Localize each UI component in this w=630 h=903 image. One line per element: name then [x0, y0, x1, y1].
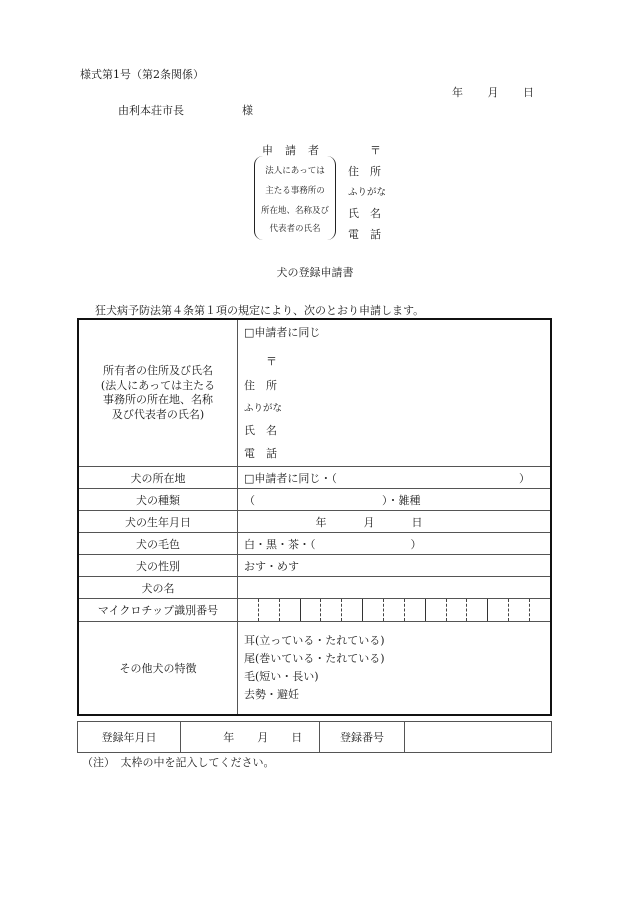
reg-day-label: 日 [291, 731, 303, 744]
microchip-label: マイクロチップ識別番号 [78, 599, 238, 622]
owner-phone-label: 電 話 [244, 447, 277, 460]
color-label: 犬の毛色 [78, 533, 238, 555]
corporate-note-line: 代表者の氏名 [269, 224, 321, 234]
corporate-note-line: 所在地、名称及び [260, 206, 329, 216]
sex-label: 犬の性別 [78, 555, 238, 577]
features-cell[interactable] [238, 622, 552, 716]
owner-furigana-label: ふりがな [244, 403, 283, 414]
color-cell[interactable] [238, 533, 552, 555]
corporate-note-bracket [254, 156, 336, 240]
registration-form-table [77, 318, 552, 716]
corporate-note-line: 主たる事務所の [265, 186, 325, 196]
microchip-cell[interactable] [238, 599, 552, 622]
breed-mixed-option[interactable]: ）・雑種 [382, 493, 421, 507]
birthdate-label: 犬の生年月日 [78, 511, 238, 533]
applicant-phone-label: 電 話 [348, 228, 381, 241]
applicant-address-label: 住 所 [348, 165, 381, 178]
addressee-name: 由利本荘市長 [118, 104, 184, 117]
registration-number-cell[interactable] [405, 722, 552, 753]
owner-postal-mark: 〒 [266, 355, 277, 368]
applicant-postal-mark: 〒 [370, 144, 381, 157]
date-month-label: 月 [487, 86, 499, 99]
registration-date-cell[interactable] [181, 722, 320, 753]
birth-month-label: 月 [363, 515, 375, 529]
feature-tail[interactable]: 尾(巻いている・たれている) [244, 652, 385, 665]
birth-day-label: 日 [411, 515, 423, 529]
owner-label-line: 及び代表者の氏名) [111, 407, 205, 421]
dog-name-cell[interactable] [238, 577, 552, 599]
location-label: 犬の所在地 [78, 467, 238, 489]
registration-number-label: 登録番号 [320, 722, 405, 753]
breed-label: 犬の種類 [78, 489, 238, 511]
note: （注） 太枠の中を記入してください。 [82, 756, 275, 769]
statement: 狂犬病予防法第４条第１項の規定により、次のとおり申請します。 [95, 304, 425, 317]
color-options[interactable]: 白・黒・茶・（ [244, 537, 316, 551]
reg-year-label: 年 [223, 731, 235, 744]
sex-options[interactable]: おす・めす [238, 555, 552, 577]
addressee-suffix: 様 [242, 104, 253, 117]
location-option[interactable]: □申請者に同じ・（ [244, 471, 337, 485]
feature-ears[interactable]: 耳(立っている・たれている) [244, 634, 385, 647]
reg-month-label: 月 [257, 731, 269, 744]
applicant-name-label: 氏 名 [348, 207, 381, 220]
location-cell[interactable] [238, 467, 552, 489]
breed-open-paren: （ [244, 493, 255, 507]
document-title: 犬の登録申請書 [276, 266, 354, 279]
breed-cell[interactable] [238, 489, 552, 511]
feature-coat[interactable]: 毛(短い・長い) [244, 670, 319, 683]
owner-label [78, 319, 238, 467]
color-close-paren: ） [410, 537, 422, 551]
features-label: その他犬の特徴 [78, 622, 238, 716]
date-year-label: 年 [452, 86, 463, 99]
dog-name-label: 犬の名 [78, 577, 238, 599]
applicant-heading: 申請者 [262, 144, 331, 157]
owner-address-label: 住 所 [244, 379, 277, 392]
microchip-digit-grid [238, 599, 550, 621]
location-close-paren: ） [519, 471, 530, 485]
date-day-label: 日 [523, 86, 534, 99]
registration-date-label: 登録年月日 [78, 722, 181, 753]
birthdate-cell[interactable] [238, 511, 552, 533]
feature-neuter[interactable]: 去勢・避妊 [244, 688, 299, 701]
owner-name-label: 氏 名 [244, 424, 277, 437]
corporate-note-line: 法人にあっては [265, 166, 325, 176]
owner-label-line: (法人にあっては主たる [100, 378, 216, 392]
registration-record-table [77, 721, 552, 753]
owner-entry-cell[interactable] [238, 319, 552, 467]
owner-same-checkbox[interactable]: □申請者に同じ [244, 326, 321, 339]
form-number: 様式第1号（第2条関係） [80, 68, 204, 81]
birth-year-label: 年 [315, 515, 327, 529]
applicant-furigana-label: ふりがな [348, 187, 387, 198]
owner-label-line: 所有者の住所及び氏名 [103, 364, 213, 377]
submission-date [452, 84, 534, 100]
owner-label-line: 事務所の所在地、名称 [103, 393, 213, 406]
addressee [118, 102, 253, 118]
